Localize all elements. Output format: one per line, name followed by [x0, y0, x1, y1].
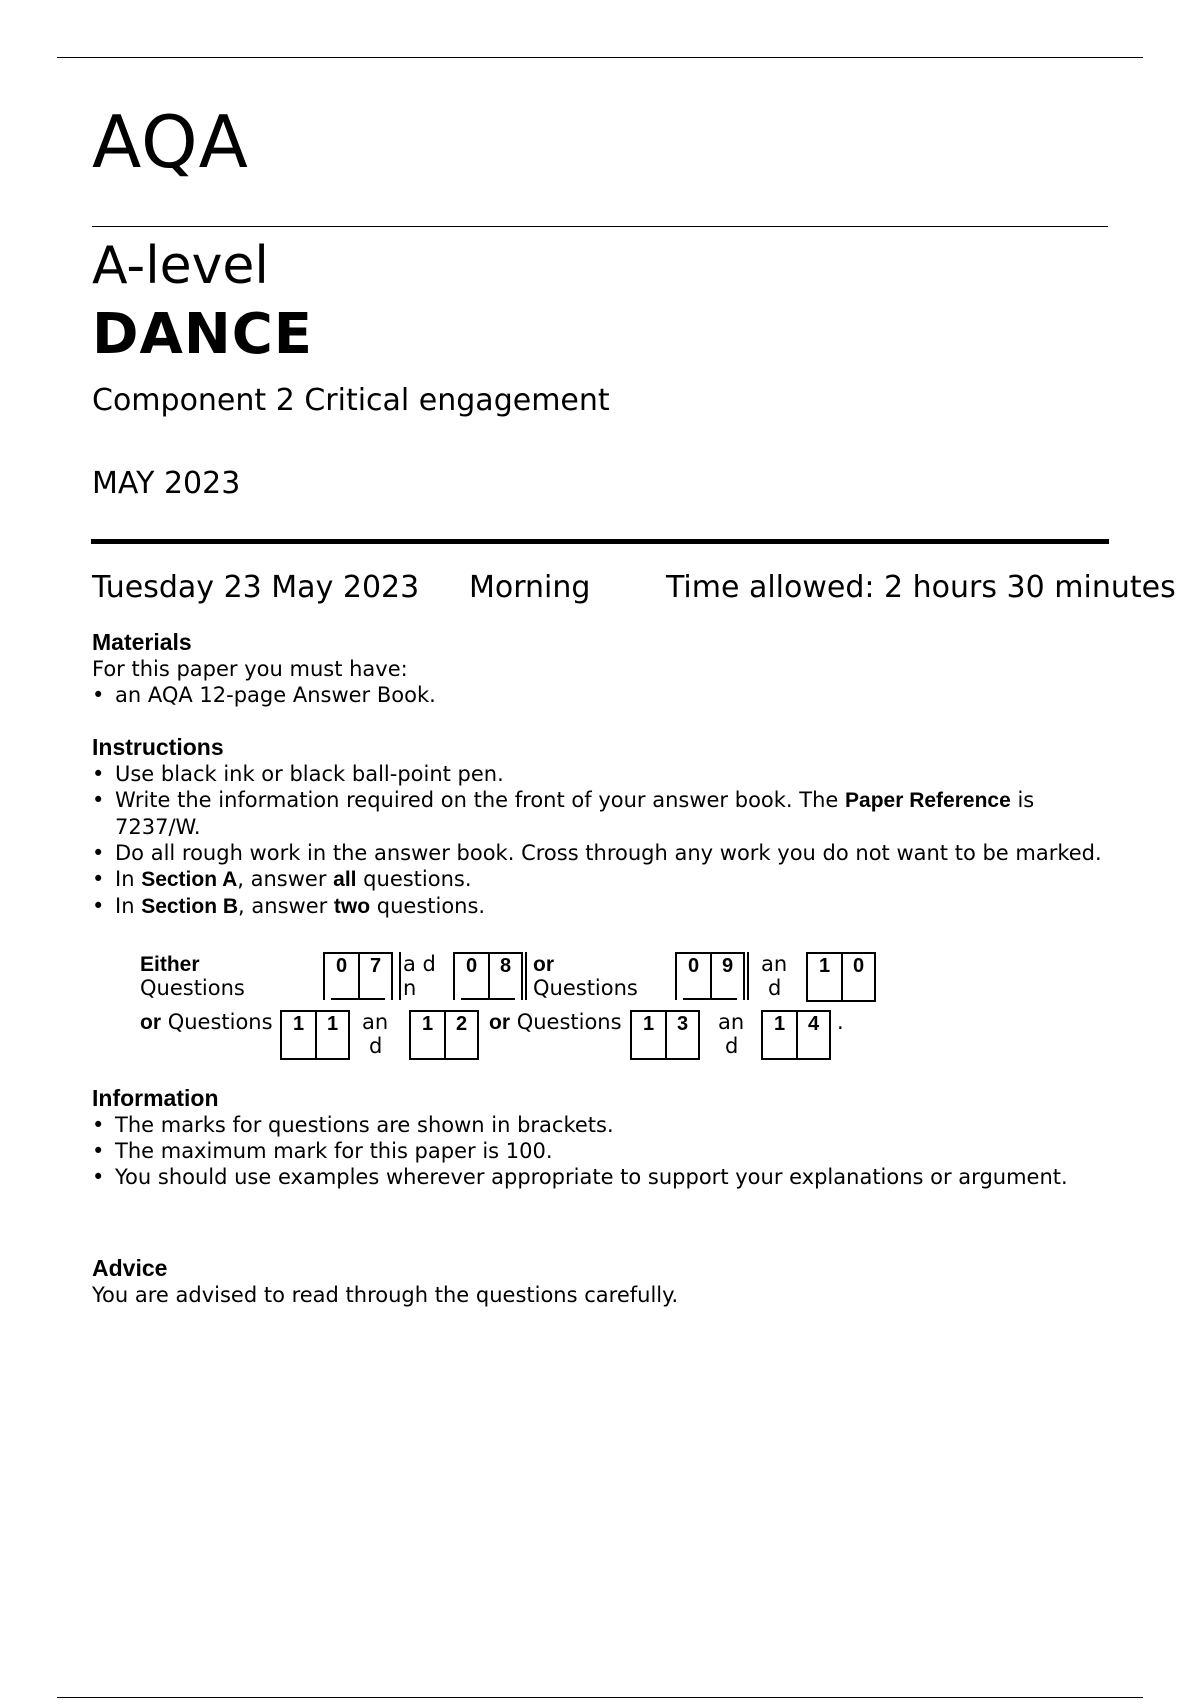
paper-reference-label: Paper Reference — [845, 789, 1011, 812]
question-box-13 — [630, 1010, 700, 1060]
section-a-label: Section A — [141, 868, 238, 891]
or-questions-label — [140, 1010, 273, 1035]
text-run: is 7237/W. — [115, 788, 1035, 839]
qualification-level: A-level — [92, 236, 269, 296]
aqa-logo: AQA — [92, 100, 249, 184]
question-digit: 7 — [358, 954, 391, 1000]
question-box-10 — [806, 952, 876, 1002]
and-label-wrap: d — [768, 976, 782, 1000]
exam-session: MAY 2023 — [92, 466, 241, 501]
question-digit: 0 — [465, 955, 478, 977]
text-run: questions. — [370, 894, 486, 918]
text-run: In — [115, 894, 142, 918]
or-label: or — [140, 1011, 161, 1034]
question-digit: 0 — [841, 954, 874, 1000]
and-label: an — [718, 1010, 745, 1034]
and-label: an — [362, 1010, 389, 1034]
question-box-08 — [453, 952, 523, 1000]
text-run-bold: two — [333, 895, 371, 918]
or-label: or — [533, 953, 554, 976]
list-item: • The marks for questions are shown in brackets. — [92, 1112, 1112, 1138]
list-item: • The maximum mark for this paper is 100. — [92, 1138, 1112, 1164]
header-divider — [92, 226, 1108, 227]
question-digit: 9 — [710, 954, 743, 1000]
and-label: an — [761, 952, 788, 976]
exam-date: Tuesday 23 May 2023 — [92, 570, 420, 605]
text-run: In — [115, 867, 142, 891]
or-questions-label — [489, 1010, 622, 1035]
top-rule — [57, 57, 1143, 58]
question-digit: 1 — [421, 1013, 434, 1035]
divider — [747, 952, 749, 1000]
and-label-wrap: d — [725, 1034, 739, 1058]
thick-divider — [91, 539, 1109, 544]
text-run: Write the information required on the front of your answer book. The — [115, 788, 846, 812]
materials-section — [92, 629, 436, 708]
period: . — [837, 1010, 844, 1034]
instructions-section — [92, 734, 1112, 920]
and-label-wrap: d — [369, 1034, 383, 1058]
information-section — [92, 1085, 1112, 1190]
list-item: • You should use examples wherever appropriate to support your explanations or argument. — [92, 1164, 1105, 1190]
either-label: Either — [140, 953, 200, 976]
question-digit: 1 — [642, 1013, 655, 1035]
question-box-07 — [323, 952, 393, 1000]
question-box-12 — [409, 1010, 479, 1060]
question-digit: 0 — [687, 955, 700, 977]
advice-text: You are advised to read through the questions carefully. — [92, 1283, 679, 1307]
question-digit: 1 — [818, 955, 831, 977]
component-title: Component 2 Critical engagement — [92, 383, 610, 418]
and-label-wrap: n — [403, 976, 417, 1000]
question-digit: 1 — [292, 1013, 305, 1035]
list-item — [92, 866, 1112, 893]
question-box-09 — [675, 952, 745, 1000]
divider — [399, 952, 401, 1000]
advice-section — [92, 1255, 678, 1308]
questions-label: Questions — [533, 976, 638, 1000]
instructions-heading: Instructions — [92, 734, 224, 760]
question-box-14 — [761, 1010, 831, 1060]
question-digit: 0 — [335, 955, 348, 977]
question-digit: 2 — [444, 1012, 477, 1058]
information-heading: Information — [92, 1085, 219, 1111]
exam-time-of-day: Morning — [469, 570, 591, 605]
time-allowed: Time allowed: 2 hours 30 minutes — [666, 570, 1176, 605]
question-digit: 3 — [665, 1012, 698, 1058]
question-box-11 — [280, 1010, 350, 1060]
list-item: • Do all rough work in the answer book. Cross through any work you do not want to be marked. — [92, 840, 1112, 866]
list-item — [92, 787, 1112, 840]
subject-title: DANCE — [92, 302, 314, 367]
bottom-rule — [57, 1697, 1143, 1698]
text-run-bold: all — [333, 868, 357, 891]
divider — [525, 952, 527, 1000]
list-item — [92, 893, 1112, 920]
text-run: , answer — [237, 867, 334, 891]
advice-heading: Advice — [92, 1255, 168, 1281]
text-run: questions. — [356, 867, 472, 891]
list-item: • an AQA 12-page Answer Book. — [92, 682, 436, 708]
question-digit: 1 — [773, 1013, 786, 1035]
question-digit: 1 — [315, 1012, 348, 1058]
text-run: , answer — [238, 894, 334, 918]
and-label: a d — [403, 952, 436, 976]
question-digit: 8 — [488, 954, 521, 1000]
or-label: or — [489, 1011, 510, 1034]
questions-label: Questions — [167, 1010, 273, 1034]
question-digit: 4 — [796, 1012, 829, 1058]
materials-intro: For this paper you must have: — [92, 657, 408, 681]
section-b-label: Section B — [141, 895, 239, 918]
materials-heading: Materials — [92, 629, 192, 655]
questions-label: Questions — [516, 1010, 622, 1034]
list-item: • Use black ink or black ball-point pen. — [92, 761, 1112, 787]
questions-label: Questions — [140, 976, 245, 1000]
